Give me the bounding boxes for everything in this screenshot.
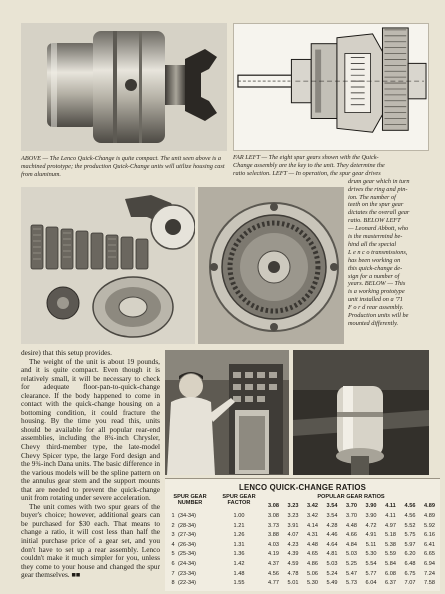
- caption-line: Change assembly are the key to the unit. They determine the: [233, 161, 385, 169]
- spur-gear-factor-cell: 1.55: [233, 580, 245, 587]
- col-header-popular-ratios: POPULAR GEAR RATIOS: [317, 494, 385, 500]
- article-paragraph: The weight of the unit is about 19 pounds, and it is quite compact. Even though it is relatively small, it will be necessary to check for adequate floor-pan-to-quick-change clearance. If the body happened to come in contact with the quick-change housing on a bottoming condition, it could fracture the housing. By the time you read this, units should be available for all popular rear-end assemblies, including the 8¾-inch Chrysler, Chevy third-member type, the late-model Chevy Spicer type, the large Ford design and the 9¾-inch Dana units. The basic difference in the various models will be the spline pattern on the annulus gear stem and the support mounts that are needed to prevent the quick-change unit from rotating under severe acceleration.: [21, 356, 160, 503]
- gear-ratio-cell: 4.37: [268, 561, 279, 567]
- gear-ratio-cell: 4.39: [287, 551, 299, 558]
- gear-ratio-cell: 5.01: [287, 580, 299, 587]
- ratios-table: [165, 478, 440, 591]
- gear-ratio-cell: 5.03: [346, 551, 357, 558]
- ratio-col-header: 4.11: [385, 503, 396, 509]
- gear-ratio-cell: 4.97: [385, 522, 396, 529]
- caption-line: is a working prototype: [348, 288, 405, 296]
- caption-line: dictates the overall gear: [348, 209, 410, 217]
- gear-ratio-cell: 4.31: [307, 532, 318, 539]
- gear-ratio-cell: 3.08: [268, 513, 279, 519]
- gear-ratio-cell: 6.04: [365, 580, 377, 587]
- gear-ratio-cell: 4.07: [287, 532, 299, 539]
- spur-gear-factor-cell: 1.21: [233, 522, 245, 529]
- caption-line: drives the ring and pin-: [348, 185, 408, 193]
- gear-ratio-cell: 3.90: [365, 513, 377, 519]
- table-row: [165, 522, 440, 531]
- table-title: LENCO QUICK-CHANGE RATIOS: [238, 483, 366, 492]
- table-row: [165, 541, 440, 550]
- caption-line: L e n c o transmissions,: [348, 248, 408, 256]
- gear-ratio-cell: 5.18: [385, 532, 396, 539]
- gear-ratio-cell: 4.46: [326, 532, 338, 539]
- gear-ratio-cell: 4.72: [365, 522, 377, 529]
- photo-prototype-ford-rear: [293, 350, 429, 475]
- spur-gear-factor-cell: 1.31: [233, 541, 245, 548]
- header-line: FACTOR: [227, 500, 251, 507]
- gear-ratio-cell: 4.66: [346, 532, 357, 539]
- spur-gear-factor-cell: 1.48: [233, 570, 245, 577]
- spur-gear-teeth-cell: (26-34): [178, 541, 197, 548]
- gear-ratio-cell: 6.08: [385, 570, 396, 577]
- gear-ratio-cell: 5.77: [365, 570, 377, 577]
- caption-above: ABOVE — The Lenco Quick-Change is quite compact. The unit seen above is a machined prototype; the production Quick-Change units will utilize housing cast from aluminum.: [21, 155, 225, 178]
- ratio-header-row: [165, 502, 440, 511]
- spur-gear-teeth-cell: (25-34): [178, 551, 197, 558]
- gear-ratio-cell: 3.73: [268, 522, 279, 529]
- spur-gear-factor-cell: 1.00: [233, 513, 245, 519]
- spur-gear-teeth-cell: (27-34): [178, 532, 197, 539]
- table-row: [165, 570, 440, 579]
- table-row: [165, 550, 440, 559]
- spur-gear-number-cell: 4: [171, 541, 175, 548]
- caption-line: ion. The number of: [348, 193, 396, 201]
- gear-ratio-cell: 4.03: [268, 541, 279, 548]
- spur-gear-number-cell: 5: [171, 551, 175, 558]
- ratio-col-header: 3.23: [287, 503, 299, 509]
- table-row: [165, 579, 440, 588]
- gear-ratio-cell: 5.47: [346, 570, 357, 577]
- gear-ratio-cell: 5.54: [365, 561, 377, 567]
- gear-ratio-cell: 6.16: [424, 532, 435, 539]
- header-line: NUMBER: [177, 500, 203, 507]
- gear-ratio-cell: 5.11: [365, 541, 377, 548]
- gear-ratio-cell: 5.59: [385, 551, 396, 558]
- spur-gear-teeth-cell: (34-34): [178, 513, 197, 519]
- caption-far-left: [233, 154, 431, 178]
- gear-ratio-cell: 4.48: [307, 541, 318, 548]
- ratio-col-header: 3.08: [268, 503, 279, 509]
- gear-ratio-cell: 7.24: [424, 570, 435, 577]
- gear-ratio-cell: 7.07: [404, 580, 416, 587]
- table-row: [165, 560, 440, 569]
- caption-line: drum gear which in turn: [348, 177, 410, 185]
- gear-ratio-cell: 6.65: [424, 551, 435, 558]
- table-row: [165, 512, 440, 521]
- gear-ratio-cell: 5.75: [404, 532, 416, 539]
- gear-ratio-cell: 3.91: [287, 522, 299, 529]
- caption-line: this quick-change de-: [348, 264, 403, 272]
- gear-ratio-cell: 4.14: [307, 522, 318, 529]
- gear-ratio-cell: 4.28: [326, 522, 338, 529]
- gear-ratio-cell: 4.64: [326, 541, 338, 548]
- gear-ratio-cell: 4.77: [268, 580, 279, 587]
- spur-gear-teeth-cell: (28-34): [178, 522, 197, 529]
- caption-line: sign for a number of: [348, 272, 400, 280]
- caption-line: — Leonard Abbott, who: [348, 225, 409, 233]
- caption-line: F o r d rear assembly.: [348, 304, 404, 312]
- spur-gear-factor-cell: 1.26: [233, 532, 245, 539]
- photo-drum-gear: [198, 187, 344, 344]
- caption-line: has been working on: [348, 256, 401, 264]
- caption-line: unit installed on a '71: [348, 296, 403, 304]
- article-body: [21, 349, 160, 580]
- caption-line: mounted differently.: [348, 320, 399, 327]
- gear-ratio-cell: 5.03: [326, 561, 338, 567]
- spur-gear-teeth-cell: (22-34): [178, 580, 197, 587]
- gear-ratio-cell: 3.54: [326, 513, 338, 519]
- gear-ratio-cell: 3.23: [287, 513, 299, 519]
- spur-gear-teeth-cell: (24-34): [178, 561, 197, 567]
- gear-ratio-cell: 7.58: [424, 580, 435, 587]
- caption-line: years. BELOW — This: [348, 280, 406, 288]
- gear-ratio-cell: 3.70: [346, 513, 357, 519]
- ratio-col-header: 3.42: [307, 503, 318, 509]
- gear-ratio-cell: 5.06: [307, 570, 318, 577]
- gear-ratio-cell: 6.37: [385, 580, 396, 587]
- gear-ratio-cell: 4.86: [307, 561, 318, 567]
- spur-gear-number-cell: 2: [171, 522, 175, 529]
- header-line: SPUR GEAR: [173, 494, 207, 500]
- ratio-col-header: 4.56: [404, 503, 416, 509]
- caption-line: FAR LEFT — The eight spur gears shown with the Quick-: [233, 154, 379, 161]
- photo-leonard-abbott: [165, 350, 289, 475]
- gear-ratio-cell: 4.84: [346, 541, 357, 548]
- gear-ratio-cell: 4.56: [268, 570, 279, 577]
- ratio-col-header: 4.89: [424, 503, 435, 509]
- gear-ratio-cell: 4.65: [307, 551, 318, 558]
- gear-ratio-cell: 5.25: [346, 561, 357, 567]
- gear-ratio-cell: 6.20: [404, 551, 416, 558]
- gear-ratio-cell: 4.23: [287, 541, 299, 548]
- gear-ratio-cell: 4.48: [346, 522, 357, 529]
- gear-ratio-cell: 4.91: [365, 532, 377, 539]
- photo-cutaway-diagram: [233, 23, 429, 151]
- ratio-col-header: 3.90: [365, 503, 377, 509]
- gear-ratio-cell: 5.24: [326, 570, 338, 577]
- caption-line: ratio selection. LEFT — In operation, the spur gear drives: [233, 169, 381, 177]
- gear-ratio-cell: 5.97: [404, 541, 416, 548]
- gear-ratio-cell: 3.42: [307, 513, 318, 519]
- gear-ratio-cell: 5.52: [404, 522, 416, 529]
- caption-far-left-narrow: [348, 178, 432, 328]
- ratio-col-header: 3.70: [346, 503, 357, 509]
- article-paragraph: desire) that this setup provides.: [21, 348, 112, 357]
- spur-gear-factor-cell: 1.36: [233, 551, 245, 558]
- gear-ratio-cell: 4.81: [326, 551, 338, 558]
- gear-ratio-cell: 5.30: [365, 551, 377, 558]
- caption-line: Production units will be: [348, 312, 409, 320]
- table-row: [165, 531, 440, 540]
- caption-line: is the mastermind be-: [348, 233, 403, 241]
- photo-quick-change-unit: [21, 23, 227, 151]
- article-paragraph: The unit comes with two spur gears of the buyer's choice; however, additional gears can be purchased for $30 each. That means to change a ratio, it will cost less than half the initial purchase price of a gear set, and you don't have to set up a rear assembly. Lenco couldn't make it much simpler for you, unless they come to your house and changed the spur gear themselves. ■■: [21, 501, 160, 580]
- gear-ratio-cell: 5.38: [385, 541, 396, 548]
- gear-ratio-cell: 4.59: [287, 561, 299, 567]
- gear-ratio-cell: 4.78: [287, 570, 299, 577]
- caption-line: hind all the special: [348, 240, 397, 248]
- gear-ratio-cell: 5.30: [307, 580, 318, 587]
- ratio-col-header: 3.54: [326, 503, 338, 509]
- spur-gear-number-cell: 3: [171, 532, 175, 539]
- spur-gear-number-cell: 8: [171, 580, 175, 587]
- spur-gear-number-cell: 1: [171, 513, 175, 519]
- photo-spur-gears: [21, 187, 195, 344]
- gear-ratio-cell: 5.92: [424, 522, 435, 529]
- gear-ratio-cell: 5.49: [326, 580, 338, 587]
- gear-ratio-cell: 4.19: [268, 551, 279, 558]
- gear-ratio-cell: 6.48: [404, 561, 416, 567]
- gear-ratio-cell: 3.88: [268, 532, 279, 539]
- gear-ratio-cell: 6.94: [424, 561, 435, 567]
- gear-ratio-cell: 6.41: [424, 541, 435, 548]
- gear-ratio-cell: 4.56: [404, 513, 416, 519]
- spur-gear-teeth-cell: (23-34): [178, 570, 197, 577]
- caption-line: teeth on the spur gear: [348, 201, 404, 209]
- spur-gear-factor-cell: 1.42: [233, 561, 245, 567]
- gear-ratio-cell: 4.89: [424, 513, 435, 519]
- spur-gear-number-cell: 7: [171, 570, 175, 577]
- gear-ratio-cell: 5.73: [346, 580, 357, 587]
- gear-ratio-cell: 5.84: [385, 561, 396, 567]
- header-line: SPUR GEAR: [222, 494, 256, 500]
- gear-ratio-cell: 4.11: [385, 513, 396, 519]
- gear-ratio-cell: 6.75: [404, 570, 416, 577]
- caption-line: ratio. BELOW LEFT: [348, 217, 401, 225]
- spur-gear-number-cell: 6: [171, 561, 175, 567]
